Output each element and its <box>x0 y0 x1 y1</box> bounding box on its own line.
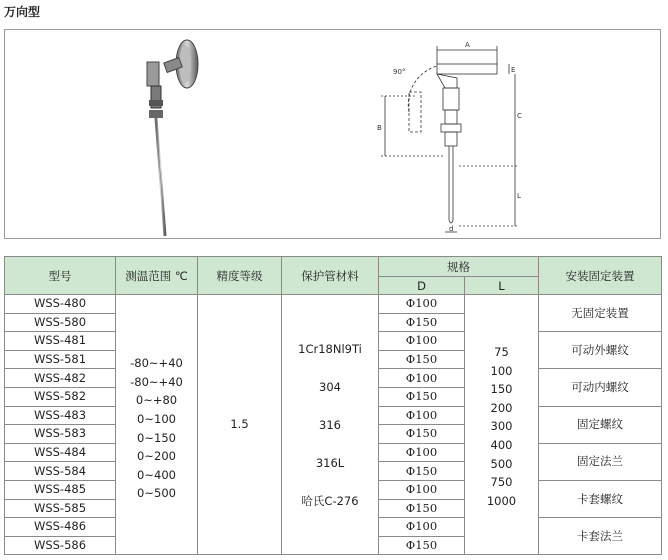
header-material: 保护管材料 <box>282 257 379 295</box>
material-value: 304 <box>319 379 341 394</box>
model-cell: WSS-586 <box>5 536 116 555</box>
model-cell: WSS-582 <box>5 387 116 406</box>
model-cell: WSS-486 <box>5 518 116 537</box>
page-title: 万向型 <box>4 5 41 19</box>
header-model: 型号 <box>5 257 116 295</box>
accuracy-cell: 1.5 <box>198 295 282 555</box>
model-cell: WSS-580 <box>5 313 116 332</box>
model-cell: WSS-482 <box>5 369 116 388</box>
mounting-cell: 固定法兰 <box>539 443 662 480</box>
mounting-cell: 可动外螺纹 <box>539 332 662 369</box>
dim-label-a: A <box>465 41 470 49</box>
d-cell: Φ100 <box>379 518 465 537</box>
range-value: 0~200 <box>137 449 176 464</box>
range-value: 0~100 <box>137 412 176 427</box>
l-value: 75 <box>494 344 509 359</box>
mounting-cell: 卡套法兰 <box>539 518 662 555</box>
header-mounting: 安装固定装置 <box>539 257 662 295</box>
dim-label-d: d <box>449 225 454 233</box>
range-cell <box>116 295 198 555</box>
material-cell <box>282 295 379 555</box>
dimension-drawing <box>375 36 525 236</box>
model-cell: WSS-484 <box>5 443 116 462</box>
d-cell: Φ150 <box>379 313 465 332</box>
header-d: D <box>379 277 465 295</box>
mounting-cell: 固定螺纹 <box>539 406 662 443</box>
range-value: -80~+40 <box>130 374 183 389</box>
model-cell: WSS-481 <box>5 332 116 351</box>
d-cell: Φ150 <box>379 387 465 406</box>
dim-label-c: C <box>517 112 522 120</box>
model-cell: WSS-583 <box>5 425 116 444</box>
model-cell: WSS-584 <box>5 462 116 481</box>
d-cell: Φ100 <box>379 406 465 425</box>
range-value: -80~+40 <box>130 356 183 371</box>
d-cell: Φ150 <box>379 425 465 444</box>
d-cell: Φ100 <box>379 295 465 314</box>
d-cell: Φ150 <box>379 350 465 369</box>
dim-label-l: L <box>517 192 521 200</box>
material-value: 哈氏C-276 <box>301 493 359 508</box>
d-cell: Φ100 <box>379 369 465 388</box>
spec-table <box>4 256 662 555</box>
model-cell: WSS-480 <box>5 295 116 314</box>
range-value: 0~+80 <box>135 393 178 408</box>
header-accuracy: 精度等级 <box>198 257 282 295</box>
l-cell <box>465 295 539 555</box>
d-cell: Φ150 <box>379 462 465 481</box>
thermometer-photo <box>125 38 235 238</box>
model-cell: WSS-485 <box>5 480 116 499</box>
d-cell: Φ100 <box>379 332 465 351</box>
dim-label-e: E <box>511 66 516 74</box>
l-value: 1000 <box>486 493 517 508</box>
l-value: 100 <box>490 363 513 378</box>
product-figure-panel <box>4 29 661 239</box>
d-cell: Φ150 <box>379 499 465 518</box>
dim-label-angle: 90° <box>393 68 406 76</box>
l-value: 750 <box>490 475 513 490</box>
model-cell: WSS-581 <box>5 350 116 369</box>
l-value: 150 <box>490 382 513 397</box>
d-cell: Φ100 <box>379 480 465 499</box>
d-cell: Φ150 <box>379 536 465 555</box>
material-value: 316L <box>315 455 345 470</box>
d-cell: Φ100 <box>379 443 465 462</box>
l-value: 400 <box>490 437 513 452</box>
l-value: 200 <box>490 400 513 415</box>
dim-label-b: B <box>377 124 382 132</box>
range-value: 0~500 <box>137 486 176 501</box>
range-value: 0~400 <box>137 467 176 482</box>
range-value: 0~150 <box>137 430 176 445</box>
mounting-cell: 无固定装置 <box>539 295 662 332</box>
header-spec: 规格 <box>379 257 539 277</box>
l-value: 500 <box>490 456 513 471</box>
material-value: 1Cr18Nl9Ti <box>298 341 362 356</box>
material-value: 316 <box>319 417 341 432</box>
mounting-cell: 可动内螺纹 <box>539 369 662 406</box>
l-value: 300 <box>490 419 513 434</box>
model-cell: WSS-483 <box>5 406 116 425</box>
header-l: L <box>465 277 539 295</box>
mounting-cell: 卡套螺纹 <box>539 480 662 517</box>
header-range: 测温范围 ℃ <box>116 257 198 295</box>
model-cell: WSS-585 <box>5 499 116 518</box>
